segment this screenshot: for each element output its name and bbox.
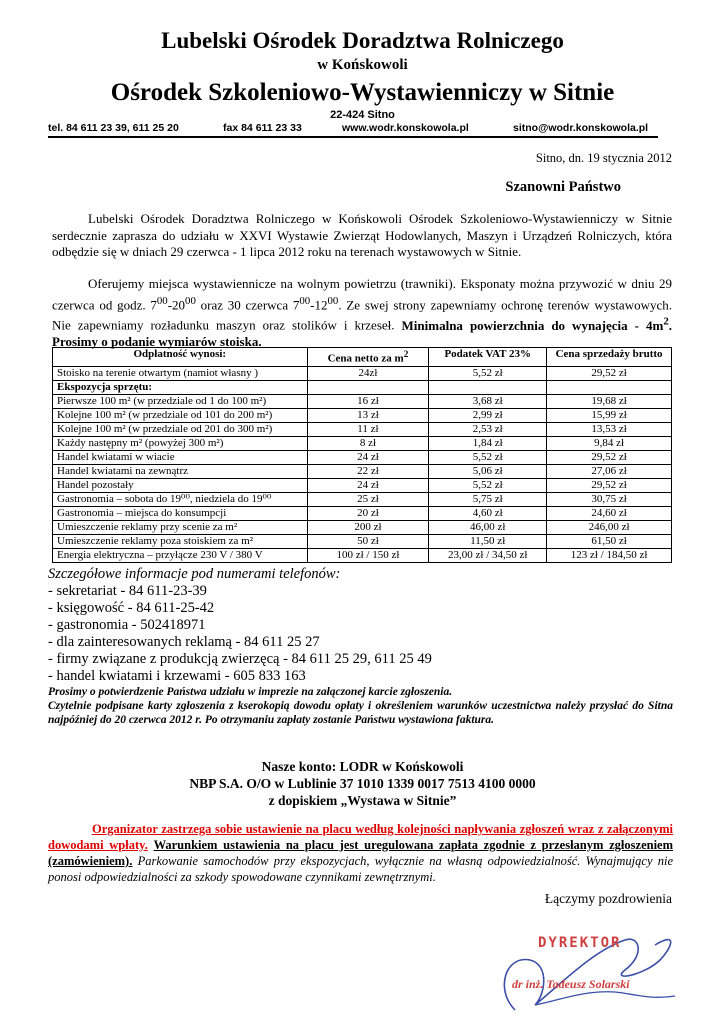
row-label: Stoisko na terenie otwartym (namiot własny ) xyxy=(53,366,308,380)
col-header: Podatek VAT 23% xyxy=(429,348,547,367)
organizer-reservation: Organizator zastrzega sobie ustawienie na placu według kolejności napływania zgłoszeń wraz z załączonymi dowodami wpłaty. xyxy=(48,822,673,852)
letter-date: Sitno, dn. 19 stycznia 2012 xyxy=(535,151,672,165)
table-row xyxy=(53,394,672,408)
price-cell: 5,06 zł xyxy=(429,464,547,478)
price-cell xyxy=(307,380,429,394)
price-cell: 3,68 zł xyxy=(429,394,547,408)
row-label: Kolejne 100 m² (w przedziale od 101 do 200 m²) xyxy=(53,408,308,422)
table-row xyxy=(53,492,672,506)
table-row xyxy=(53,422,672,436)
price-cell: 27,06 zł xyxy=(547,464,672,478)
table-row xyxy=(53,548,672,562)
bank-account-number: NBP S.A. O/O w Lublinie 37 1010 1339 0017 7513 4100 0000 xyxy=(189,776,536,791)
row-label: Pierwsze 100 m² (w przedziale od 1 do 100 m²) xyxy=(53,394,308,408)
price-cell: 11,50 zł xyxy=(429,534,547,548)
row-label: Handel kwiatami w wiacie xyxy=(53,450,308,464)
institution-name: Lubelski Ośrodek Doradztwa Rolniczego xyxy=(161,28,564,53)
price-cell: 5,52 zł xyxy=(429,366,547,380)
postal-address: 22-424 Sitno xyxy=(330,109,395,121)
price-cell: 100 zł / 150 zł xyxy=(307,548,429,562)
bank-account-owner: Nasze konto: LODR w Końskowoli xyxy=(261,759,464,774)
price-cell: 1,84 zł xyxy=(429,436,547,450)
table-row xyxy=(53,436,672,450)
application-note: Czytelnie podpisane karty zgłoszenia z kserokopią dowodu opłaty i określeniem warunków uczestnictwa należy przysłać do Sitna najpóźniej do 20 czerwca 2012 r. Po otrzymaniu zapłaty zostanie Państwu wystawiona faktura. xyxy=(48,700,673,726)
phone-item: - gastronomia - 502418971 xyxy=(48,617,206,633)
organizer-terms xyxy=(48,821,673,885)
paragraph-invitation: Lubelski Ośrodek Doradztwa Rolniczego w Końskowoli Ośrodek Szkoleniowo-Wystawienniczy w Sitnie serdecznie zaprasza do udziału w XXVI Wystawie Zwierząt Hodowlanych, Maszyn i Urządzeń Rolniczych, która odbędzie się w dniach 29 czerwca - 1 lipca 2012 roku na terenach wystawowych w Sitnie. xyxy=(52,211,672,259)
price-cell: 30,75 zł xyxy=(547,492,672,506)
row-label: Handel pozostały xyxy=(53,478,308,492)
price-cell: 2,53 zł xyxy=(429,422,547,436)
closing-regards: Łączymy pozdrowienia xyxy=(544,891,672,906)
row-label: Gastronomia – sobota do 19⁰⁰, niedziela do 19⁰⁰ xyxy=(53,492,308,506)
price-cell: 50 zł xyxy=(307,534,429,548)
row-label: Ekspozycja sprzętu: xyxy=(53,380,308,394)
price-cell: 13,53 zł xyxy=(547,422,672,436)
price-cell: 25 zł xyxy=(307,492,429,506)
row-label: Gastronomia – miejsca do konsumpcji xyxy=(53,506,308,520)
email-link[interactable]: sitno@wodr.konskowola.pl xyxy=(513,122,649,134)
parking-note: Parkowanie samochodów przy ekspozycjach, wyłącznie na własną odpowiedzialność. Wynajmujący nie ponosi odpowiedzialności za szkody spowodowane czynnikami zewnętrznymi. xyxy=(48,854,674,884)
price-cell: 24,60 zł xyxy=(547,506,672,520)
price-cell: 29,52 zł xyxy=(547,450,672,464)
price-cell: 200 zł xyxy=(307,520,429,534)
row-label: Handel kwiatami na zewnątrz xyxy=(53,464,308,478)
bank-details xyxy=(0,758,725,809)
institution-location: w Końskowoli xyxy=(317,57,408,73)
price-cell: 61,50 zł xyxy=(547,534,672,548)
price-cell: 24zł xyxy=(307,366,429,380)
price-cell: 15,99 zł xyxy=(547,408,672,422)
table-row xyxy=(53,534,672,548)
table-header-row xyxy=(53,348,672,367)
price-cell: 8 zł xyxy=(307,436,429,450)
price-cell: 19,68 zł xyxy=(547,394,672,408)
price-cell: 24 zł xyxy=(307,450,429,464)
table-row xyxy=(53,464,672,478)
phone-item: - handel kwiatami i krzewami - 605 833 163 xyxy=(48,668,306,684)
price-cell: 5,52 zł xyxy=(429,478,547,492)
phone-numbers: tel. 84 611 23 39, 611 25 20 xyxy=(48,122,179,134)
greeting: Szanowni Państwo xyxy=(505,179,621,195)
price-cell: 5,75 zł xyxy=(429,492,547,506)
row-label: Umieszczenie reklamy poza stoiskiem za m² xyxy=(53,534,308,548)
table-row xyxy=(53,366,672,380)
price-cell: 246,00 zł xyxy=(547,520,672,534)
director-name: dr inż. Tadeusz Solarski xyxy=(512,977,630,991)
price-cell: 2,99 zł xyxy=(429,408,547,422)
fax-number: fax 84 611 23 33 xyxy=(223,122,302,134)
header-divider xyxy=(48,136,658,138)
row-label: Energia elektryczna – przyłącze 230 V / 380 V xyxy=(53,548,308,562)
price-table xyxy=(52,347,672,563)
row-label: Kolejne 100 m² (w przedziale od 201 do 300 m²) xyxy=(53,422,308,436)
price-cell: 23,00 zł / 34,50 zł xyxy=(429,548,547,562)
contact-bar xyxy=(48,122,658,136)
price-cell: 11 zł xyxy=(307,422,429,436)
phone-item: - sekretariat - 84 611-23-39 xyxy=(48,583,207,599)
table-row xyxy=(53,380,672,394)
phone-item: - księgowość - 84 611-25-42 xyxy=(48,600,215,616)
col-header: Cena sprzedaży brutto xyxy=(547,348,672,367)
price-cell: 9,84 zł xyxy=(547,436,672,450)
row-label: Każdy następny m² (powyżej 300 m²) xyxy=(53,436,308,450)
col-header: Odpłatność wynosi: xyxy=(53,348,308,367)
price-cell xyxy=(429,380,547,394)
info-heading: Szczegółowe informacje pod numerami telefonów: xyxy=(48,566,341,582)
center-name: Ośrodek Szkoleniowo-Wystawienniczy w Sitnie xyxy=(110,79,615,106)
price-cell: 4,60 zł xyxy=(429,506,547,520)
price-cell: 22 zł xyxy=(307,464,429,478)
price-cell: 29,52 zł xyxy=(547,366,672,380)
info-section xyxy=(48,566,673,727)
col-header: Cena netto za $m^2$ xyxy=(307,348,429,367)
price-cell: 123 zł / 184,50 zł xyxy=(547,548,672,562)
paragraph-offer: Oferujemy miejsca wystawiennicze na wolnym powietrzu (trawniki). Eksponaty można przywozić w dniu 29 czerwca od godz. $7^{00}-20^{00}$ oraz 30 czerwca $7^{00}-12^{00}$. Ze swej strony zapewniamy ochronę terenów wystawowych. Nie zapewniamy rozładunku maszyn oraz stolików i krzeseł. Minimalna powierzchnia do wynajęcia - $4m^2$. Prosimy o podanie wymiarów stoiska. xyxy=(52,276,673,350)
director-title: DYREKTOR xyxy=(538,935,622,951)
bank-transfer-title: z dopiskiem „Wystawa w Sitnie” xyxy=(268,793,457,808)
table-row xyxy=(53,520,672,534)
row-label: Umieszczenie reklamy przy scenie za m² xyxy=(53,520,308,534)
table-row xyxy=(53,450,672,464)
phone-item: - firmy związane z produkcją zwierzęcą - 84 611 25 29, 611 25 49 xyxy=(48,651,432,667)
confirmation-note: Prosimy o potwierdzenie Państwa udziału w imprezie na załączonej karcie zgłoszenia. xyxy=(48,686,453,698)
price-cell: 13 zł xyxy=(307,408,429,422)
price-cell xyxy=(547,380,672,394)
table-row xyxy=(53,506,672,520)
table-row xyxy=(53,478,672,492)
phone-item: - dla zainteresowanych reklamą - 84 611 25 27 xyxy=(48,634,320,650)
table-row xyxy=(53,408,672,422)
price-cell: 29,52 zł xyxy=(547,478,672,492)
website-link[interactable]: www.wodr.konskowola.pl xyxy=(342,122,469,134)
price-cell: 24 zł xyxy=(307,478,429,492)
price-cell: 20 zł xyxy=(307,506,429,520)
price-cell: 5,52 zł xyxy=(429,450,547,464)
price-cell: 46,00 zł xyxy=(429,520,547,534)
price-cell: 16 zł xyxy=(307,394,429,408)
payment-condition: Warunkiem ustawienia na placu jest uregulowana zapłata zgodnie z przesłanym zgłoszeniem (zamówieniem). xyxy=(48,838,673,868)
